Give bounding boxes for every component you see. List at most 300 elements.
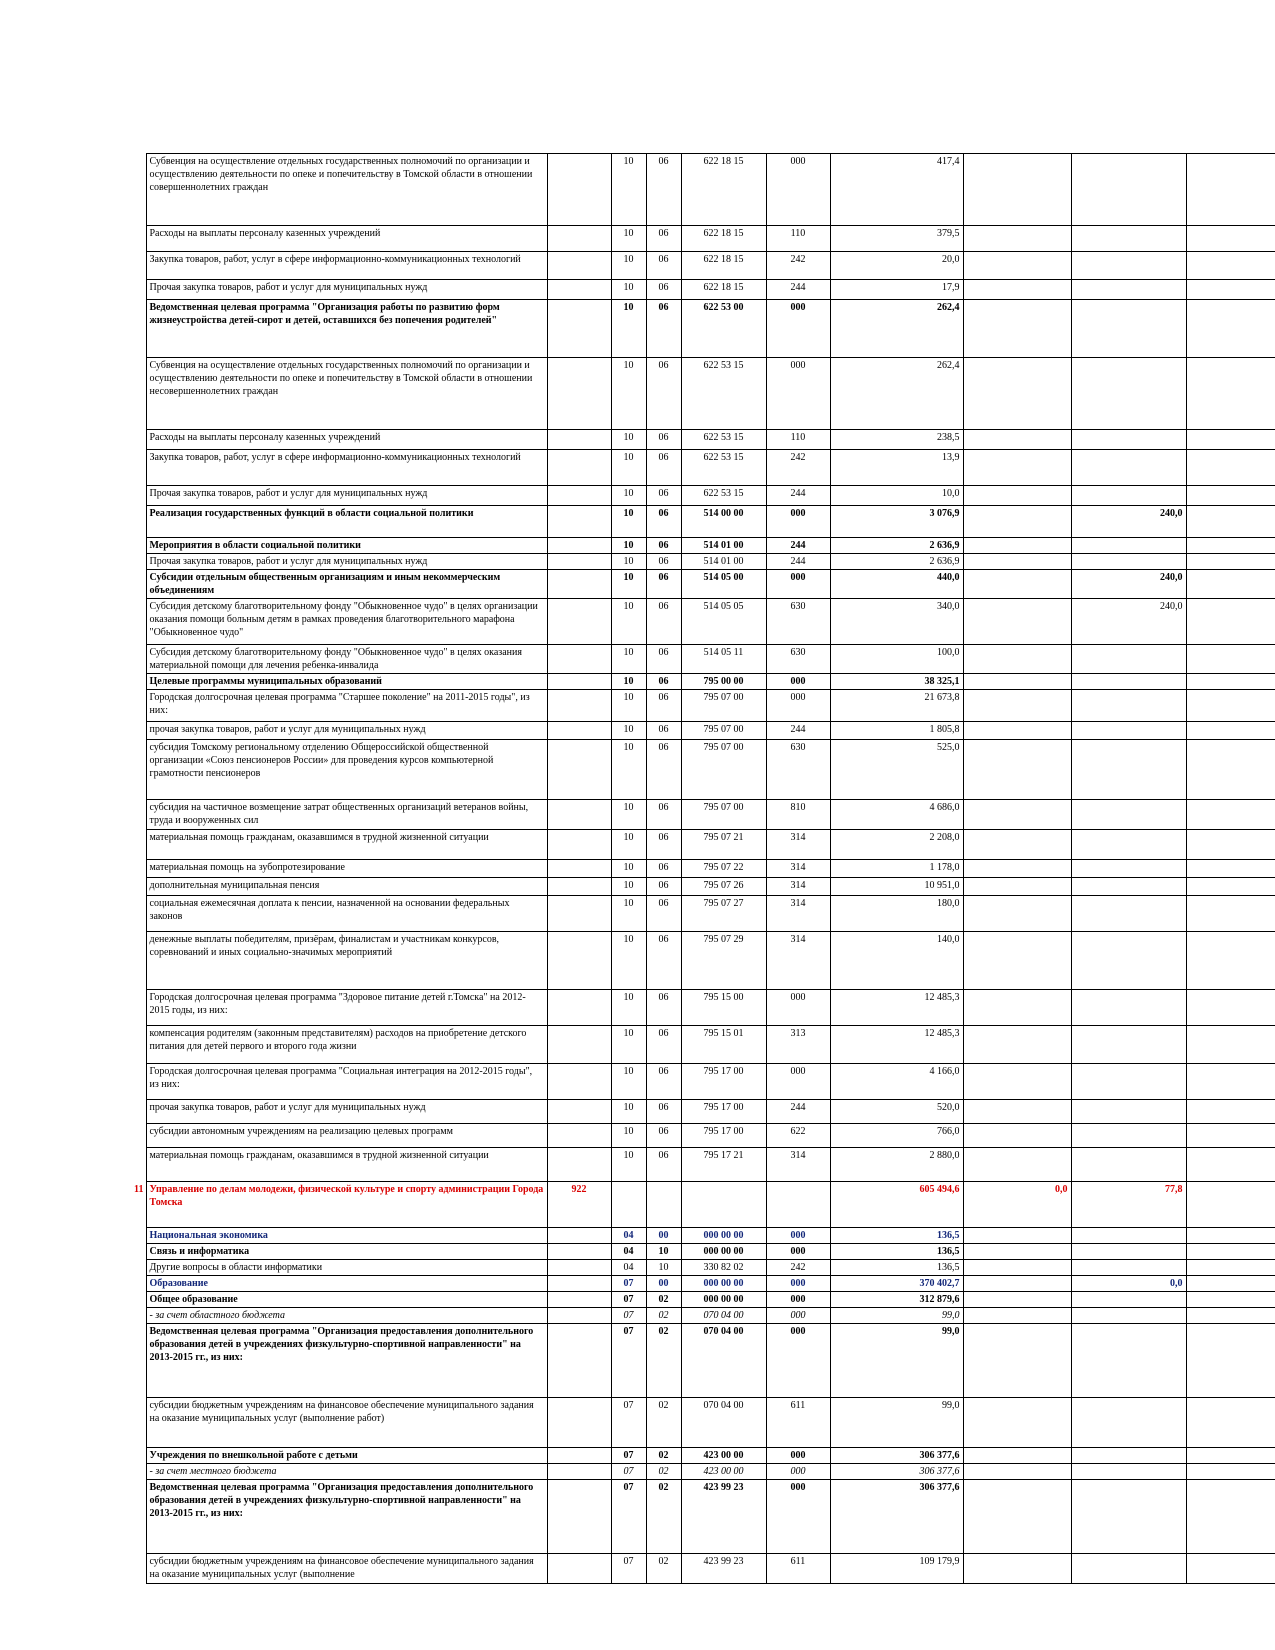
amount-col-4 (1186, 878, 1275, 896)
section-code: 10 (611, 990, 646, 1026)
target-article-code: 622 53 00 (681, 300, 766, 358)
target-article-code: 330 82 02 (681, 1260, 766, 1276)
amount-col-3 (1071, 358, 1186, 430)
row-number: 11 (120, 1182, 146, 1228)
expense-type-code: 000 (766, 1292, 830, 1308)
amount-total: 306 377,6 (830, 1448, 963, 1464)
section-code: 10 (611, 599, 646, 645)
amount-col-2 (963, 570, 1071, 599)
subsection-code: 06 (646, 430, 681, 450)
row-number (120, 830, 146, 860)
amount-col-3 (1071, 1064, 1186, 1100)
item-name: Расходы на выплаты персоналу казенных учреждений (146, 226, 547, 252)
amount-col-4 (1186, 800, 1275, 830)
item-name: Прочая закупка товаров, работ и услуг для муниципальных нужд (146, 280, 547, 300)
amount-col-3 (1071, 154, 1186, 226)
amount-col-4 (1186, 1026, 1275, 1064)
amount-col-2 (963, 896, 1071, 932)
amount-col-3 (1071, 554, 1186, 570)
amount-col-2 (963, 1292, 1071, 1308)
section-code: 04 (611, 1244, 646, 1260)
amount-col-3 (1071, 1026, 1186, 1064)
table-row (120, 1554, 1275, 1584)
amount-col-4 (1186, 645, 1275, 674)
row-number (120, 1292, 146, 1308)
expense-type-code: 000 (766, 690, 830, 722)
row-number (120, 1480, 146, 1554)
subsection-code: 02 (646, 1324, 681, 1398)
target-article-code: 795 15 00 (681, 990, 766, 1026)
amount-col-3 (1071, 722, 1186, 740)
amount-total: 262,4 (830, 358, 963, 430)
table-row (120, 860, 1275, 878)
expense-type-code: 000 (766, 990, 830, 1026)
budget-document-page (120, 153, 1275, 1650)
subsection-code: 06 (646, 722, 681, 740)
item-name: Прочая закупка товаров, работ и услуг для муниципальных нужд (146, 554, 547, 570)
target-article-code: 795 15 01 (681, 1026, 766, 1064)
amount-total: 4 166,0 (830, 1064, 963, 1100)
subsection-code: 06 (646, 554, 681, 570)
expense-type-code: 810 (766, 800, 830, 830)
expense-type-code: 242 (766, 252, 830, 280)
department-code (547, 1100, 611, 1124)
table-row (120, 486, 1275, 506)
row-number (120, 645, 146, 674)
amount-total: 12 485,3 (830, 990, 963, 1026)
item-name: Мероприятия в области социальной политики (146, 538, 547, 554)
amount-col-2 (963, 1448, 1071, 1464)
row-number (120, 860, 146, 878)
target-article-code (681, 1182, 766, 1228)
expense-type-code: 000 (766, 570, 830, 599)
amount-col-2 (963, 358, 1071, 430)
amount-col-4 (1186, 1448, 1275, 1464)
target-article-code: 423 00 00 (681, 1464, 766, 1480)
target-article-code: 423 99 23 (681, 1480, 766, 1554)
amount-col-3: 77,8 (1071, 1182, 1186, 1228)
amount-col-3 (1071, 1228, 1186, 1244)
item-name: социальная ежемесячная доплата к пенсии, назначенной на основании федеральных законов (146, 896, 547, 932)
section-code: 07 (611, 1276, 646, 1292)
section-code: 10 (611, 300, 646, 358)
expense-type-code: 000 (766, 1276, 830, 1292)
amount-col-3 (1071, 1244, 1186, 1260)
amount-col-3 (1071, 1124, 1186, 1148)
table-row (120, 1244, 1275, 1260)
item-name: Субвенция на осуществление отдельных государственных полномочий по организации и осуществлению деятельности по опеке и попечительству в Томской области в отношении несовершеннолетних граждан (146, 358, 547, 430)
item-name: Учреждения по внешкольной работе с детьми (146, 1448, 547, 1464)
amount-col-4 (1186, 932, 1275, 990)
amount-col-3 (1071, 1398, 1186, 1448)
amount-total: 2 636,9 (830, 554, 963, 570)
amount-col-3: 0,0 (1071, 1276, 1186, 1292)
item-name: Субвенция на осуществление отдельных государственных полномочий по организации и осуществлению деятельности по опеке и попечительству в Томской области в отношении совершеннолетних граждан (146, 154, 547, 226)
amount-col-2 (963, 1398, 1071, 1448)
department-code (547, 570, 611, 599)
department-code (547, 1064, 611, 1100)
target-article-code: 795 07 00 (681, 690, 766, 722)
amount-total: 10 951,0 (830, 878, 963, 896)
table-row (120, 674, 1275, 690)
section-code: 10 (611, 800, 646, 830)
item-name: Городская долгосрочная целевая программа "Социальная интеграция на 2012-2015 годы", из них: (146, 1064, 547, 1100)
department-code (547, 1480, 611, 1554)
department-code (547, 1292, 611, 1308)
amount-col-4 (1186, 740, 1275, 800)
amount-col-2 (963, 690, 1071, 722)
row-number (120, 486, 146, 506)
table-row (120, 690, 1275, 722)
row-number (120, 1308, 146, 1324)
amount-col-3: 240,0 (1071, 570, 1186, 599)
section-code: 07 (611, 1398, 646, 1448)
target-article-code: 795 07 00 (681, 800, 766, 830)
target-article-code: 514 00 00 (681, 506, 766, 538)
subsection-code: 06 (646, 570, 681, 599)
table-row (120, 1100, 1275, 1124)
amount-total: 136,5 (830, 1228, 963, 1244)
expense-type-code: 244 (766, 486, 830, 506)
item-name: субсидии автономным учреждениям на реализацию целевых программ (146, 1124, 547, 1148)
table-row (120, 1276, 1275, 1292)
table-row (120, 722, 1275, 740)
row-number (120, 280, 146, 300)
amount-col-3 (1071, 1554, 1186, 1584)
row-number (120, 554, 146, 570)
row-number (120, 1148, 146, 1182)
amount-col-3 (1071, 300, 1186, 358)
target-article-code: 622 18 15 (681, 226, 766, 252)
department-code (547, 896, 611, 932)
item-name: Связь и информатика (146, 1244, 547, 1260)
item-name: материальная помощь на зубопротезирование (146, 860, 547, 878)
expense-type-code: 000 (766, 1228, 830, 1244)
table-row (120, 506, 1275, 538)
amount-col-4 (1186, 1276, 1275, 1292)
amount-total: 2 880,0 (830, 1148, 963, 1182)
amount-total: 605 494,6 (830, 1182, 963, 1228)
item-name: Субсидия детскому благотворительному фонду "Обыкновенное чудо" в целях организации оказания помощи больным детям в рамках проведения благотворительного марафона "Обыкновенное чудо" (146, 599, 547, 645)
amount-col-3 (1071, 430, 1186, 450)
row-number (120, 506, 146, 538)
section-code: 10 (611, 878, 646, 896)
expense-type-code: 314 (766, 1148, 830, 1182)
row-number (120, 1244, 146, 1260)
expense-type-code: 244 (766, 280, 830, 300)
item-name: Городская долгосрочная целевая программа "Старшее поколение" на 2011-2015 годы", из них: (146, 690, 547, 722)
amount-col-4 (1186, 280, 1275, 300)
subsection-code (646, 1182, 681, 1228)
department-code (547, 1244, 611, 1260)
department-code (547, 1124, 611, 1148)
row-number (120, 1448, 146, 1464)
table-row (120, 990, 1275, 1026)
subsection-code: 02 (646, 1398, 681, 1448)
subsection-code: 06 (646, 1148, 681, 1182)
row-number (120, 430, 146, 450)
expense-type-code: 000 (766, 1464, 830, 1480)
department-code (547, 538, 611, 554)
row-number (120, 1398, 146, 1448)
amount-col-4 (1186, 486, 1275, 506)
amount-col-2 (963, 300, 1071, 358)
section-code: 10 (611, 722, 646, 740)
amount-col-3 (1071, 252, 1186, 280)
amount-col-3 (1071, 860, 1186, 878)
amount-col-3 (1071, 486, 1186, 506)
section-code: 10 (611, 570, 646, 599)
amount-col-4 (1186, 860, 1275, 878)
amount-col-3 (1071, 690, 1186, 722)
section-code: 10 (611, 860, 646, 878)
table-row (120, 252, 1275, 280)
amount-col-4 (1186, 1324, 1275, 1398)
amount-col-4 (1186, 252, 1275, 280)
expense-type-code: 000 (766, 154, 830, 226)
amount-total: 312 879,6 (830, 1292, 963, 1308)
expense-type-code: 244 (766, 1100, 830, 1124)
department-code (547, 486, 611, 506)
table-row (120, 280, 1275, 300)
section-code: 10 (611, 430, 646, 450)
subsection-code: 06 (646, 154, 681, 226)
amount-total: 136,5 (830, 1244, 963, 1260)
subsection-code: 02 (646, 1448, 681, 1464)
amount-total: 766,0 (830, 1124, 963, 1148)
amount-col-4 (1186, 538, 1275, 554)
table-row (120, 430, 1275, 450)
target-article-code: 514 01 00 (681, 538, 766, 554)
section-code: 07 (611, 1464, 646, 1480)
subsection-code: 06 (646, 1124, 681, 1148)
department-row (120, 1182, 1275, 1228)
target-article-code: 795 07 27 (681, 896, 766, 932)
amount-col-4 (1186, 690, 1275, 722)
expense-type-code: 314 (766, 896, 830, 932)
row-number (120, 800, 146, 830)
amount-col-2 (963, 1324, 1071, 1398)
amount-col-3 (1071, 1148, 1186, 1182)
subsection-code: 02 (646, 1308, 681, 1324)
subsection-code: 06 (646, 538, 681, 554)
amount-col-2 (963, 1260, 1071, 1276)
amount-col-4 (1186, 1244, 1275, 1260)
subsection-code: 06 (646, 860, 681, 878)
amount-col-2 (963, 674, 1071, 690)
target-article-code: 514 05 11 (681, 645, 766, 674)
subsection-code: 06 (646, 300, 681, 358)
item-name: Закупка товаров, работ, услуг в сфере информационно-коммуникационных технологий (146, 252, 547, 280)
amount-col-2 (963, 1308, 1071, 1324)
table-row (120, 1308, 1275, 1324)
subsection-code: 02 (646, 1554, 681, 1584)
expense-type-code: 000 (766, 300, 830, 358)
amount-col-3 (1071, 878, 1186, 896)
target-article-code: 622 53 15 (681, 358, 766, 430)
row-number (120, 252, 146, 280)
department-code (547, 878, 611, 896)
department-code (547, 226, 611, 252)
expense-type-code: 313 (766, 1026, 830, 1064)
amount-col-2 (963, 554, 1071, 570)
amount-col-2 (963, 830, 1071, 860)
expense-type-code: 000 (766, 506, 830, 538)
item-name: материальная помощь гражданам, оказавшимся в трудной жизненной ситуации (146, 1148, 547, 1182)
item-name: Прочая закупка товаров, работ и услуг для муниципальных нужд (146, 486, 547, 506)
subsection-code: 06 (646, 932, 681, 990)
amount-col-4 (1186, 830, 1275, 860)
section-code: 10 (611, 1124, 646, 1148)
subsection-code: 06 (646, 599, 681, 645)
subsection-code: 06 (646, 358, 681, 430)
subsection-code: 06 (646, 878, 681, 896)
amount-col-3 (1071, 740, 1186, 800)
item-name: Ведомственная целевая программа "Организация работы по развитию форм жизнеустройства детей-сирот и детей, оставшихся без попечения родителей" (146, 300, 547, 358)
table-row (120, 896, 1275, 932)
amount-col-2 (963, 1124, 1071, 1148)
item-name: Общее образование (146, 1292, 547, 1308)
amount-col-2 (963, 1464, 1071, 1480)
amount-total: 136,5 (830, 1260, 963, 1276)
item-name: материальная помощь гражданам, оказавшимся в трудной жизненной ситуации (146, 830, 547, 860)
table-row (120, 1228, 1275, 1244)
item-name: Национальная экономика (146, 1228, 547, 1244)
section-code: 10 (611, 252, 646, 280)
section-code: 07 (611, 1292, 646, 1308)
item-name: Субсидия детскому благотворительному фонду "Обыкновенное чудо" в целях оказания материальной помощи для лечения ребенка-инвалида (146, 645, 547, 674)
amount-col-4 (1186, 154, 1275, 226)
amount-total: 4 686,0 (830, 800, 963, 830)
subsection-code: 02 (646, 1464, 681, 1480)
section-code: 10 (611, 538, 646, 554)
expense-type-code: 244 (766, 538, 830, 554)
amount-total: 525,0 (830, 740, 963, 800)
amount-col-2 (963, 506, 1071, 538)
target-article-code: 795 17 21 (681, 1148, 766, 1182)
amount-total: 306 377,6 (830, 1464, 963, 1480)
department-code (547, 932, 611, 990)
department-code (547, 554, 611, 570)
amount-col-4 (1186, 1464, 1275, 1480)
amount-col-4 (1186, 506, 1275, 538)
amount-col-3 (1071, 645, 1186, 674)
subsection-code: 06 (646, 740, 681, 800)
table-row (120, 830, 1275, 860)
subsection-code: 06 (646, 800, 681, 830)
amount-col-4 (1186, 1228, 1275, 1244)
table-row (120, 554, 1275, 570)
subsection-code: 06 (646, 1100, 681, 1124)
subsection-code: 06 (646, 645, 681, 674)
table-row (120, 740, 1275, 800)
table-row (120, 1448, 1275, 1464)
table-row (120, 300, 1275, 358)
table-row (120, 154, 1275, 226)
target-article-code: 795 07 22 (681, 860, 766, 878)
item-name: Закупка товаров, работ, услуг в сфере информационно-коммуникационных технологий (146, 450, 547, 486)
amount-total: 38 325,1 (830, 674, 963, 690)
amount-total: 306 377,6 (830, 1480, 963, 1554)
target-article-code: 000 00 00 (681, 1276, 766, 1292)
subsection-code: 00 (646, 1276, 681, 1292)
item-name: - за счет областного бюджета (146, 1308, 547, 1324)
amount-col-3 (1071, 538, 1186, 554)
amount-col-4 (1186, 1148, 1275, 1182)
section-code: 10 (611, 690, 646, 722)
target-article-code: 514 01 00 (681, 554, 766, 570)
subsection-code: 06 (646, 506, 681, 538)
amount-total: 3 076,9 (830, 506, 963, 538)
section-code: 10 (611, 450, 646, 486)
row-number (120, 1124, 146, 1148)
expense-type-code: 242 (766, 1260, 830, 1276)
department-code (547, 358, 611, 430)
amount-col-2 (963, 538, 1071, 554)
section-code: 04 (611, 1260, 646, 1276)
table-row (120, 358, 1275, 430)
amount-col-2 (963, 932, 1071, 990)
expense-type-code: 622 (766, 1124, 830, 1148)
expense-type-code: 000 (766, 1064, 830, 1100)
amount-col-4 (1186, 430, 1275, 450)
expense-type-code: 110 (766, 430, 830, 450)
item-name: субсидия Томскому региональному отделению Общероссийской общественной организации «Союз пенсионеров России» для проведения курсов компьютерной грамотности пенсионеров (146, 740, 547, 800)
target-article-code: 514 05 00 (681, 570, 766, 599)
table-row (120, 1064, 1275, 1100)
table-row (120, 932, 1275, 990)
item-name: дополнительная муниципальная пенсия (146, 878, 547, 896)
expense-type-code: 630 (766, 645, 830, 674)
amount-total: 370 402,7 (830, 1276, 963, 1292)
row-number (120, 1260, 146, 1276)
row-number (120, 878, 146, 896)
amount-total: 1 178,0 (830, 860, 963, 878)
section-code: 10 (611, 1064, 646, 1100)
amount-col-2 (963, 722, 1071, 740)
item-name: субсидии бюджетным учреждениям на финансовое обеспечение муниципального задания на оказание муниципальных услуг (выполнение (146, 1554, 547, 1584)
department-code (547, 1554, 611, 1584)
target-article-code: 795 17 00 (681, 1064, 766, 1100)
department-code (547, 1228, 611, 1244)
expense-type-code: 110 (766, 226, 830, 252)
subsection-code: 06 (646, 226, 681, 252)
amount-col-2 (963, 1276, 1071, 1292)
item-name: Реализация государственных функций в области социальной политики (146, 506, 547, 538)
amount-col-4 (1186, 1308, 1275, 1324)
amount-total: 2 208,0 (830, 830, 963, 860)
amount-col-4 (1186, 450, 1275, 486)
subsection-code: 02 (646, 1292, 681, 1308)
target-article-code: 622 18 15 (681, 280, 766, 300)
target-article-code: 622 53 15 (681, 450, 766, 486)
table-row (120, 1292, 1275, 1308)
row-number (120, 358, 146, 430)
amount-col-3: 240,0 (1071, 599, 1186, 645)
target-article-code: 795 07 26 (681, 878, 766, 896)
row-number (120, 300, 146, 358)
expense-type-code: 244 (766, 554, 830, 570)
expense-type-code: 000 (766, 358, 830, 430)
subsection-code: 06 (646, 1026, 681, 1064)
expense-type-code: 000 (766, 1244, 830, 1260)
item-name: субсидия на частичное возмещение затрат общественных организаций ветеранов войны, труда и вооруженных сил (146, 800, 547, 830)
section-code: 10 (611, 1100, 646, 1124)
expense-type-code: 314 (766, 860, 830, 878)
table-row (120, 1324, 1275, 1398)
amount-col-2 (963, 1026, 1071, 1064)
subsection-code: 06 (646, 690, 681, 722)
